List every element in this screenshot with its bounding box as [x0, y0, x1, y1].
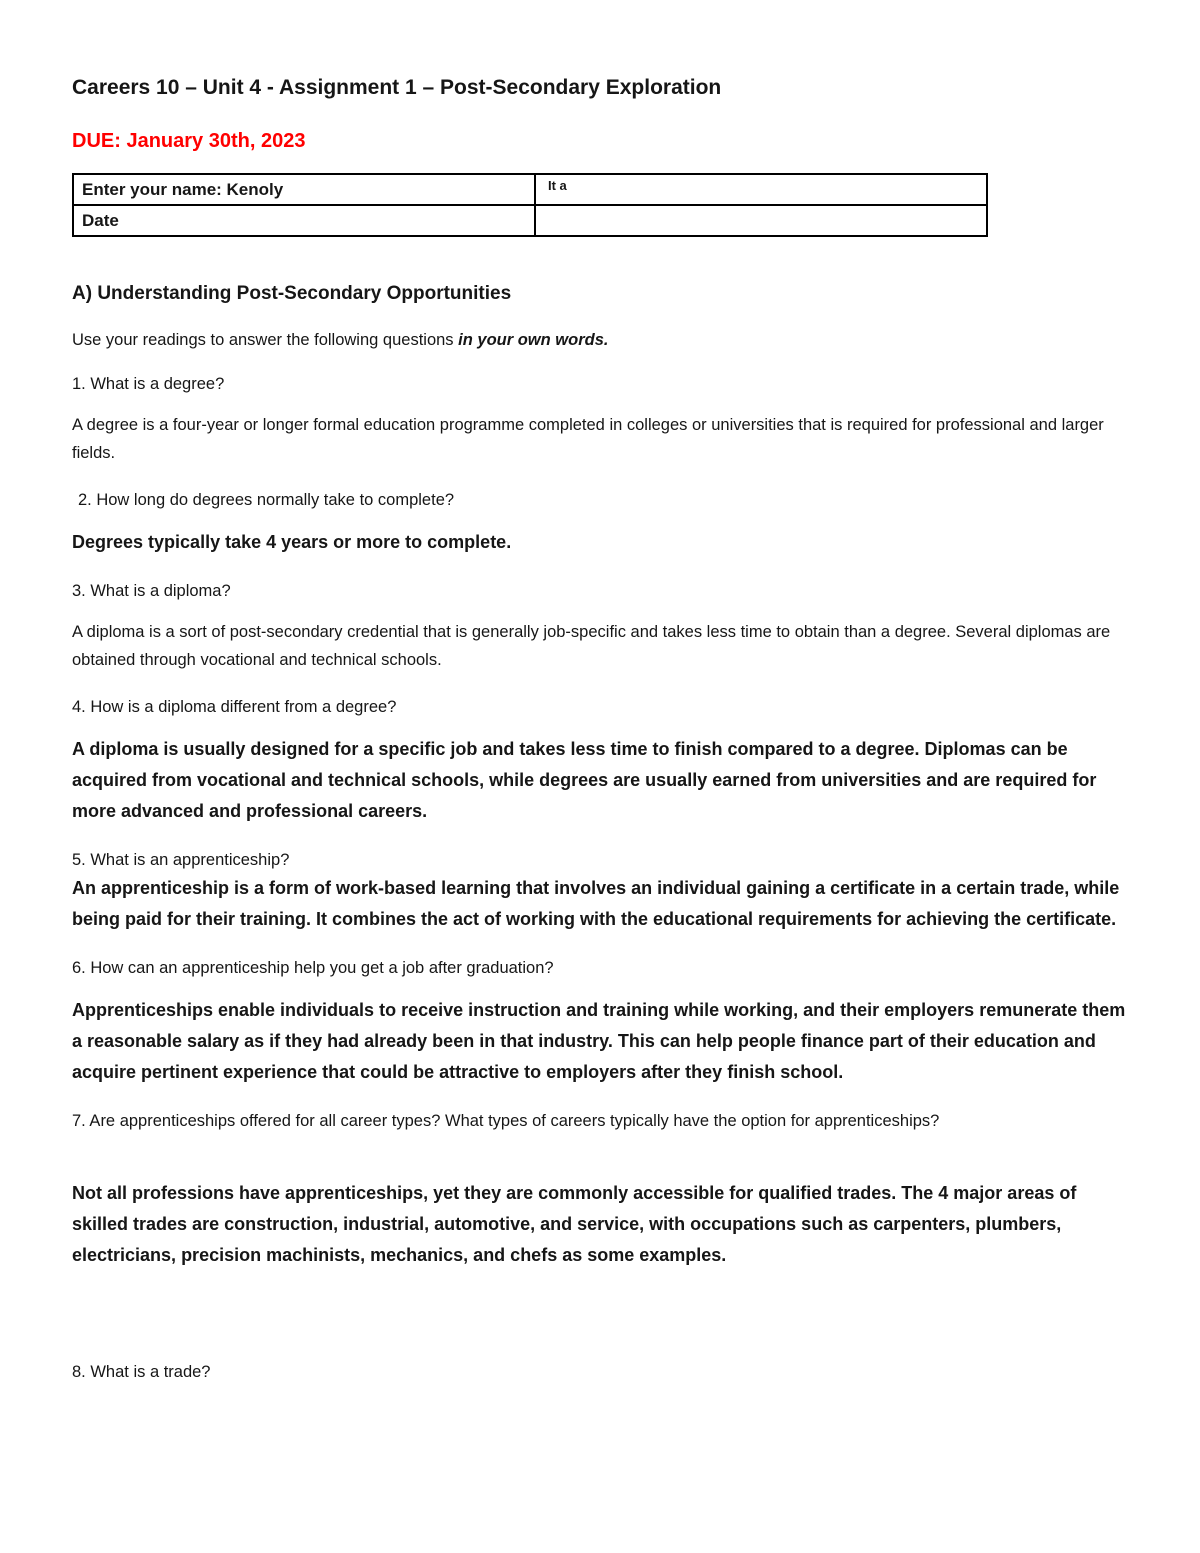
name-value-cell: It a: [535, 174, 987, 205]
question-3: 3. What is a diploma?: [72, 582, 231, 600]
question-8: 8. What is a trade?: [72, 1363, 211, 1381]
due-date: DUE: January 30th, 2023: [72, 130, 306, 152]
answer-4: A diploma is usually designed for a specific job and takes less time to finish compared to a degree. Diplomas can be acquired from vocational and technical schools, while degrees are usually earned from universities and are required for more advanced and professional careers.: [72, 739, 1097, 821]
question-7: 7. Are apprenticeships offered for all career types? What types of careers typically have the option for apprenticeships?: [72, 1112, 940, 1130]
question-2: 2. How long do degrees normally take to complete?: [78, 491, 455, 509]
date-label-cell: Date: [73, 205, 535, 236]
intro-emphasis: in your own words.: [458, 331, 609, 349]
table-row: [73, 205, 987, 236]
question-5: 5. What is an apprenticeship?: [72, 851, 290, 869]
section-intro: [72, 329, 1128, 351]
date-value-cell: [535, 205, 987, 236]
question-4: 4. How is a diploma different from a degree?: [72, 698, 397, 716]
name-label-cell: Enter your name: Kenoly: [73, 174, 535, 205]
answer-7: Not all professions have apprenticeships, yet they are commonly accessible for qualified trades. The 4 major areas of skilled trades are construction, industrial, automotive, and service, with occupations such as carpenters, plumbers, electricians, precision machinists, mechanics, and chefs as some examples.: [72, 1183, 1077, 1265]
answer-1: A degree is a four-year or longer formal education programme completed in colleges or universities that is required for professional and larger fields.: [72, 416, 1104, 462]
answer-2: Degrees typically take 4 years or more to complete.: [72, 532, 512, 552]
document-title: Careers 10 – Unit 4 - Assignment 1 – Post-Secondary Exploration: [72, 76, 722, 99]
answer-6: Apprenticeships enable individuals to receive instruction and training while working, and their employers remunerate them a reasonable salary as if they had already been in that industry. This can help people finance part of their education and acquire pertinent experience that could be attractive to employers after they finish school.: [72, 1000, 1126, 1082]
intro-text: Use your readings to answer the following questions: [72, 331, 459, 349]
question-6: 6. How can an apprenticeship help you get a job after graduation?: [72, 959, 554, 977]
table-row: [73, 174, 987, 205]
name-date-table: [72, 173, 988, 237]
answer-5: An apprenticeship is a form of work-based learning that involves an individual gaining a certificate in a certain trade, while being paid for their training. It combines the act of working with the educational requirements for achieving the certificate.: [72, 878, 1120, 929]
question-1: 1. What is a degree?: [72, 375, 225, 393]
section-a-heading: A) Understanding Post-Secondary Opportunities: [72, 283, 512, 304]
answer-3: A diploma is a sort of post-secondary credential that is generally job-specific and takes less time to obtain than a degree. Several diplomas are obtained through vocational and technical schools.: [72, 623, 1111, 669]
